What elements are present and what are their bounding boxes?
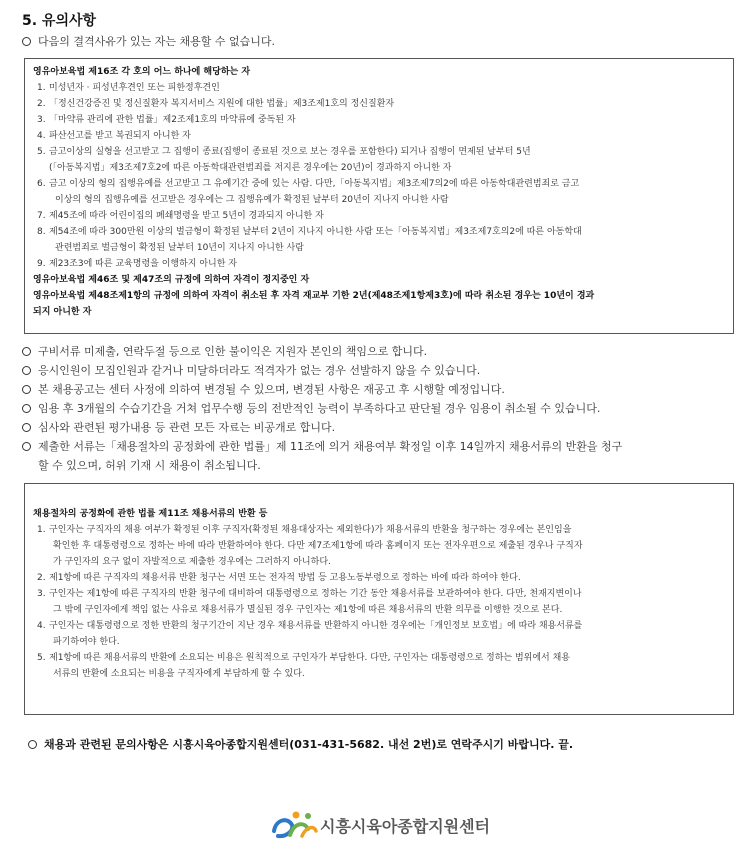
item-text: 미성년자 · 피성년후견인 또는 피한정후견인 (49, 83, 220, 93)
item-text: 제1항에 따른 구직자의 채용서류 반환 청구는 서면 또는 전자적 방법 등 고용노동부령으로 정하는 바에 따라 하여야 한다. (49, 573, 521, 583)
item-number: 7. (37, 211, 46, 221)
item-text-cont: 파기하여야 한다. (53, 637, 120, 647)
notes-list (22, 342, 734, 475)
list-item (33, 586, 725, 618)
item-text: 제54조에 따라 300만원 이상의 벌금형이 확정된 날부터 2년이 지나지 아니한 사람 또는「아동복지법」제3조제7호의2에 따른 아동학대 (49, 227, 582, 237)
list-item (33, 208, 725, 224)
revocation-line-cont: 되지 아니한 자 (33, 307, 92, 317)
item-text: 「마약류 관리에 관한 법률」제2조제1호의 마약류에 중독된 자 (49, 115, 296, 125)
revocation-line: 영유아보육법 제48조제1항의 규정에 의하여 자격이 취소된 후 자격 재교부 기한 2년(제48조제1항제3호)에 따라 취소된 경우는 10년이 경과 (33, 291, 595, 301)
circle-bullet-icon (28, 740, 37, 749)
item-text: 금고 이상의 형의 집행유예를 선고받고 그 유예기간 중에 있는 사람. 다만,「아동복지법」제3조제7의2에 따른 아동학대관련범죄로 금고 (49, 179, 580, 189)
list-item (33, 570, 725, 586)
item-text: 「정신건강증진 및 정신질환자 복지서비스 지원에 대한 법률」제3조제1호의 정신질환자 (49, 99, 395, 109)
item-number: 5. (37, 147, 46, 157)
circle-bullet-icon (22, 347, 31, 356)
circle-bullet-icon (22, 37, 31, 46)
document-return-box (24, 483, 734, 715)
list-item (22, 437, 734, 475)
smiling-figures-logo-icon (268, 809, 318, 841)
item-text-cont: (「아동복지법」제3조제7호2에 따른 아동학대관련범죄를 저지른 경우에는 20년)이 경과하지 아니한 자 (49, 163, 452, 173)
item-number: 5. (37, 653, 46, 663)
circle-bullet-icon (22, 442, 31, 451)
list-item (33, 256, 725, 272)
item-text-cont: 확인한 후 대통령령으로 정하는 바에 따라 반환하여야 한다. 다만 제7조제1항에 따라 홈페이지 또는 전자우편으로 제출된 경우나 구직자 (53, 541, 583, 551)
item-text-cont: 이상의 형의 집행유예를 선고받은 경우에는 그 집행유예가 확정된 날부터 20년이 지나지 아니한 사람 (55, 195, 449, 205)
intro-line (22, 33, 275, 49)
item-number: 2. (37, 573, 46, 583)
list-item (33, 144, 725, 176)
list-item (33, 176, 725, 208)
item-text: 제23조3에 따른 교육명령을 이행하지 아니한 자 (49, 259, 237, 269)
item-number: 1. (37, 525, 46, 535)
list-item (22, 361, 734, 380)
document-return-title: 채용절차의 공정화에 관한 법률 제11조 채용서류의 반환 등 (33, 509, 268, 519)
disqualification-title: 영유아보육법 제16조 각 호의 어느 하나에 해당하는 자 (33, 67, 251, 77)
list-item (33, 224, 725, 256)
list-item (22, 418, 734, 437)
item-number: 4. (37, 621, 46, 631)
item-text: 구인자는 구직자의 채용 여부가 확정된 이후 구직자(확정된 채용대상자는 제외한다)가 채용서류의 반환을 청구하는 경우에는 본인임을 (49, 525, 572, 535)
disqualification-box (24, 58, 734, 334)
item-number: 9. (37, 259, 46, 269)
list-item (33, 80, 725, 96)
item-text: 파산선고를 받고 복권되지 아니한 자 (49, 131, 191, 141)
suspension-line: 영유아보육법 제46조 및 제47조의 규정에 의하여 자격이 정지중인 자 (33, 275, 310, 285)
list-item (22, 342, 734, 361)
item-number: 3. (37, 589, 46, 599)
item-text: 구인자는 대통령령으로 정한 반환의 청구기간이 지난 경우 채용서류를 반환하지 아니한 경우에는「개인정보 보호법」에 따라 채용서류를 (49, 621, 583, 631)
list-item (33, 128, 725, 144)
item-text-cont: 관련범죄로 벌금형이 확정된 날부터 10년이 지나지 아니한 사람 (55, 243, 304, 253)
note-text: 응시인원이 모집인원과 같거나 미달하더라도 적격자가 없는 경우 선발하지 않을 수 있습니다. (38, 364, 481, 377)
note-text-cont: 할 수 있으며, 허위 기재 시 채용이 취소됩니다. (38, 459, 261, 472)
circle-bullet-icon (22, 366, 31, 375)
item-number: 2. (37, 99, 46, 109)
note-text: 제출한 서류는「채용절차의 공정화에 관한 법률」제 11조에 의거 채용여부 확정일 이후 14일까지 채용서류의 반환을 청구 (38, 440, 623, 453)
item-text-cont: 가 구인자의 요구 없이 자발적으로 제출한 경우에는 그러하지 아니하다. (53, 557, 331, 567)
note-text: 심사와 관련된 평가내용 등 관련 모든 자료는 비공개로 합니다. (38, 421, 336, 434)
list-item (33, 96, 725, 112)
item-number: 3. (37, 115, 46, 125)
item-text-cont: 서류의 반환에 소요되는 비용을 구직자에게 부담하게 할 수 있다. (53, 669, 305, 679)
list-item (33, 112, 725, 128)
item-text: 제45조에 따라 어린이집의 폐쇄명령을 받고 5년이 경과되지 아니한 자 (49, 211, 324, 221)
note-text: 구비서류 미제출, 연락두절 등으로 인한 불이익은 지원자 본인의 책임으로 합니다. (38, 345, 428, 358)
item-number: 4. (37, 131, 46, 141)
note-text: 임용 후 3개월의 수습기간을 거쳐 업무수행 등의 전반적인 능력이 부족하다고 판단될 경우 임용이 취소될 수 있습니다. (38, 402, 601, 415)
list-item (33, 522, 725, 570)
item-number: 8. (37, 227, 46, 237)
contact-text: 채용과 관련된 문의사항은 시흥시육아종합지원센터(031-431-5682. 내선 2번)로 연락주시기 바랍니다. 끝. (44, 738, 574, 751)
section-heading: 5. 유의사항 (22, 13, 97, 29)
item-text: 금고이상의 실형을 선고받고 그 집행이 종료(집행이 종료된 것으로 보는 경우를 포함한다) 되거나 집행이 면제된 날부터 5년 (49, 147, 531, 157)
org-name: 시흥시육아종합지원센터 (320, 816, 491, 836)
intro-text: 다음의 결격사유가 있는 자는 채용할 수 없습니다. (38, 35, 275, 48)
item-text: 구인자는 제1항에 따른 구직자의 반환 청구에 대비하여 대통령령으로 정하는 기간 동안 채용서류를 보관하여야 한다. 다만, 천재지변이나 (49, 589, 582, 599)
list-item (33, 618, 725, 650)
footer-logo (268, 808, 490, 842)
list-item (33, 650, 725, 682)
list-item (22, 380, 734, 399)
circle-bullet-icon (22, 423, 31, 432)
list-item (22, 399, 734, 418)
note-text: 본 채용공고는 센터 사정에 의하여 변경될 수 있으며, 변경된 사항은 재공고 후 시행할 예정입니다. (38, 383, 505, 396)
item-text-cont: 그 밖에 구인자에게 책임 없는 사유로 채용서류가 멸실된 경우 구인자는 제1항에 따른 채용서류의 반환 의무를 이행한 것으로 본다. (53, 605, 563, 615)
item-number: 6. (37, 179, 46, 189)
circle-bullet-icon (22, 404, 31, 413)
circle-bullet-icon (22, 385, 31, 394)
item-text: 제1항에 따른 채용서류의 반환에 소요되는 비용은 원칙적으로 구인자가 부담한다. 다만, 구인자는 대통령령으로 정하는 범위에서 채용 (49, 653, 570, 663)
contact-line (28, 736, 573, 752)
item-number: 1. (37, 83, 46, 93)
